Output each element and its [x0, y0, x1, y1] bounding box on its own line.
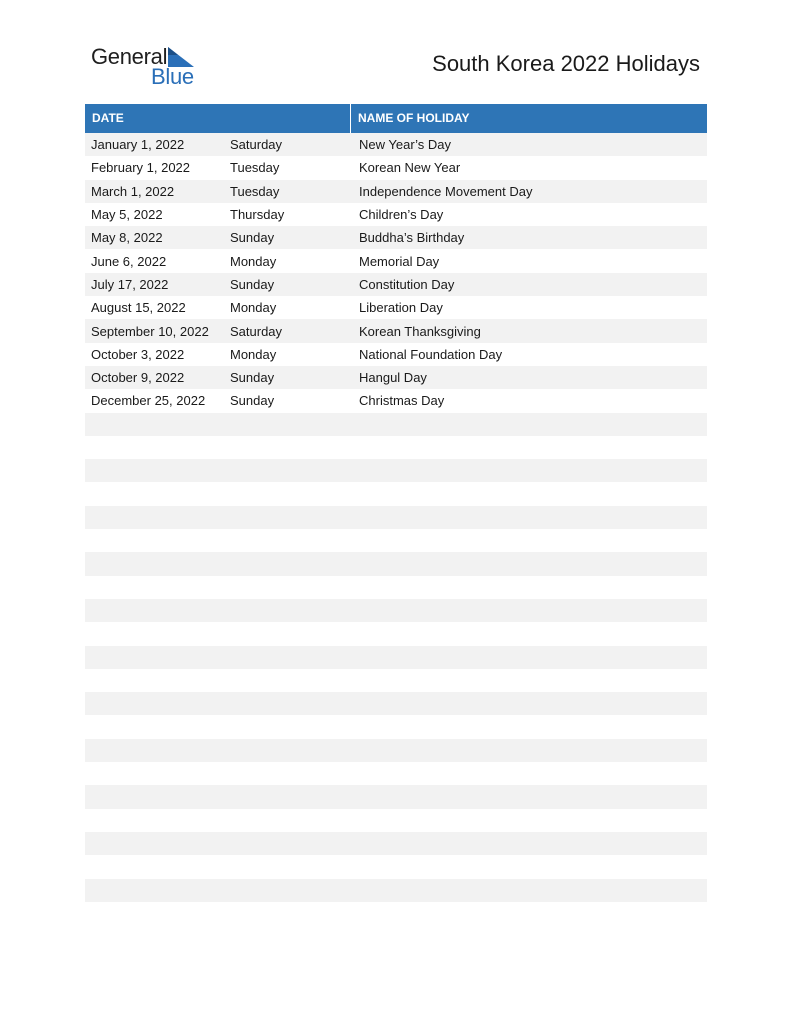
- cell-weekday: Tuesday: [230, 160, 280, 176]
- cell-holiday-name: New Year’s Day: [359, 137, 452, 153]
- cell-holiday-name: Korean Thanksgiving: [359, 323, 481, 339]
- cell-weekday: Sunday: [230, 370, 275, 386]
- generalblue-logo: [91, 44, 201, 88]
- table-header: [85, 104, 707, 133]
- cell-weekday: Sunday: [230, 230, 275, 246]
- table-row: [85, 366, 707, 389]
- table-row: [85, 855, 707, 878]
- cell-date: October 9, 2022: [91, 370, 185, 386]
- table-row: [85, 902, 707, 925]
- cell-holiday-name: Christmas Day: [359, 393, 445, 409]
- table-row: [85, 576, 707, 599]
- cell-holiday-name: Buddha’s Birthday: [359, 230, 465, 246]
- cell-weekday: Saturday: [230, 323, 283, 339]
- table-row: [85, 413, 707, 436]
- cell-weekday: Thursday: [230, 207, 285, 223]
- table-row: [85, 809, 707, 832]
- table-row: [85, 296, 707, 319]
- table-row: [85, 715, 707, 738]
- cell-weekday: Monday: [230, 346, 277, 362]
- cell-holiday-name: Hangul Day: [359, 370, 427, 386]
- holiday-table: [85, 104, 707, 925]
- cell-date: July 17, 2022: [91, 276, 169, 292]
- cell-holiday-name: Constitution Day: [359, 276, 455, 292]
- table-row: [85, 133, 707, 156]
- table-row: [85, 249, 707, 272]
- table-row: [85, 273, 707, 296]
- cell-date: May 5, 2022: [91, 207, 163, 223]
- cell-date: August 15, 2022: [91, 300, 186, 316]
- table-body: [85, 133, 707, 925]
- table-row: [85, 459, 707, 482]
- logo-word-blue: Blue: [151, 64, 194, 89]
- table-row: [85, 785, 707, 808]
- table-row: [85, 599, 707, 622]
- table-row: [85, 506, 707, 529]
- cell-holiday-name: Children’s Day: [359, 207, 444, 223]
- header-date: DATE: [85, 104, 351, 133]
- table-row: [85, 879, 707, 902]
- page-title: South Korea 2022 Holidays: [432, 51, 700, 76]
- table-row: [85, 762, 707, 785]
- cell-holiday-name: Liberation Day: [359, 300, 443, 316]
- table-row: [85, 552, 707, 575]
- cell-date: March 1, 2022: [91, 183, 175, 199]
- cell-date: February 1, 2022: [91, 160, 191, 176]
- table-row: [85, 529, 707, 552]
- cell-date: September 10, 2022: [91, 323, 209, 339]
- cell-holiday-name: Memorial Day: [359, 253, 440, 269]
- cell-weekday: Sunday: [230, 393, 275, 409]
- table-row: [85, 832, 707, 855]
- table-row: [85, 482, 707, 505]
- cell-weekday: Saturday: [230, 137, 283, 153]
- table-row: [85, 739, 707, 762]
- table-row: [85, 203, 707, 226]
- table-row: [85, 669, 707, 692]
- header-holiday-name: NAME OF HOLIDAY: [358, 111, 470, 125]
- table-row: [85, 436, 707, 459]
- cell-date: January 1, 2022: [91, 137, 185, 153]
- cell-holiday-name: Korean New Year: [359, 160, 461, 176]
- cell-weekday: Sunday: [230, 276, 275, 292]
- cell-weekday: Monday: [230, 300, 277, 316]
- cell-holiday-name: Independence Movement Day: [359, 183, 533, 199]
- table-row: [85, 343, 707, 366]
- table-row: [85, 622, 707, 645]
- cell-date: December 25, 2022: [91, 393, 206, 409]
- cell-weekday: Tuesday: [230, 183, 280, 199]
- cell-date: June 6, 2022: [91, 253, 167, 269]
- table-row: [85, 389, 707, 412]
- table-row: [85, 180, 707, 203]
- cell-holiday-name: National Foundation Day: [359, 346, 503, 362]
- table-row: [85, 226, 707, 249]
- cell-weekday: Monday: [230, 253, 277, 269]
- table-row: [85, 319, 707, 342]
- table-row: [85, 156, 707, 179]
- cell-date: October 3, 2022: [91, 346, 185, 362]
- logo-word-general: General: [91, 44, 168, 69]
- cell-date: May 8, 2022: [91, 230, 163, 246]
- table-row: [85, 692, 707, 715]
- table-row: [85, 646, 707, 669]
